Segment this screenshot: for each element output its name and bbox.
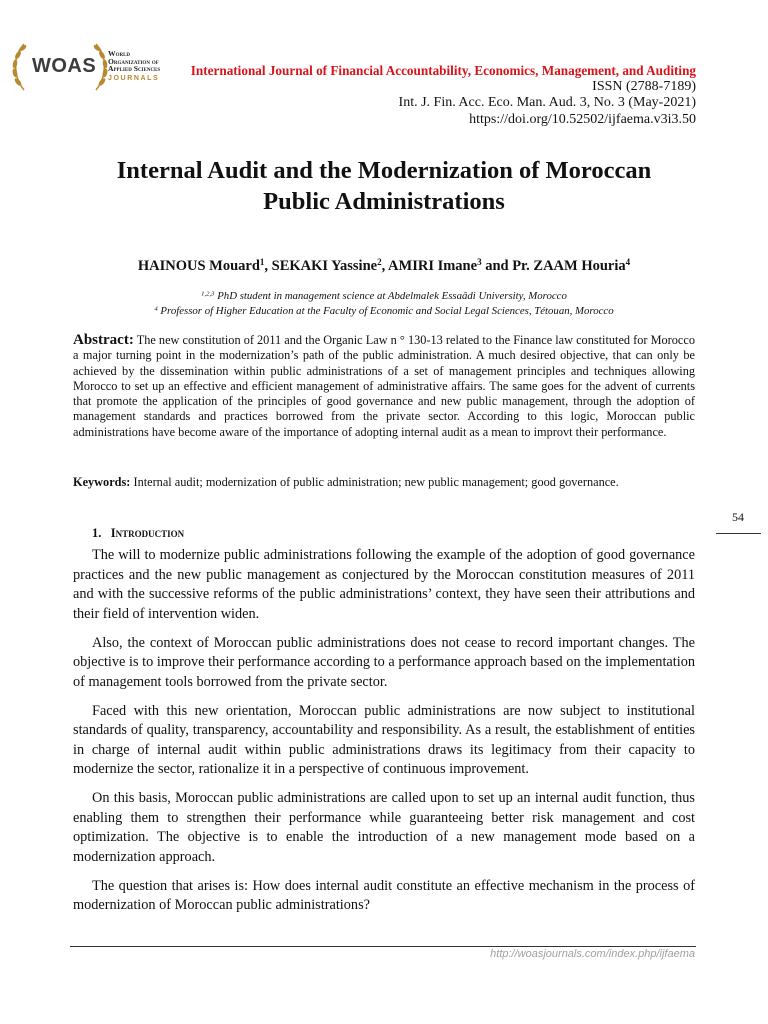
paper-title: Internal Audit and the Modernization of Moroccan Public Administrations — [116, 157, 652, 215]
paragraph: Faced with this new orientation, Moroccan public administrations are now subject to institutional standards of quality, transparency, accountability and responsibility. As a result, the establishment of entities in charge of internal audit within public administrations draws its legitimacy from their capacity to modernize the sector, rationalize it in a perspective of continuous improvement. — [73, 702, 695, 778]
logo-subtitle: World Organization of Applied Sciences — [108, 49, 161, 74]
author-list: HAINOUS Mouard$^1$, SEKAKI Yassine$^2$, AMIRI Imane$^3$ and Pr. ZAAM Houria$^4$ — [137, 257, 631, 274]
author-name: Pr. ZAAM Houria — [512, 258, 626, 274]
author-name: SEKAKI Yassine — [271, 258, 378, 274]
logo-journals-label: JOURNALS — [108, 75, 160, 82]
citation: Int. J. Fin. Acc. Eco. Man. Aud. 3, No. 3 (May-2021) — [398, 95, 696, 110]
section-heading: 1. Introduction — [92, 526, 185, 540]
affiliation: $^4$ Professor of Higher Education at the Faculty of Economic and Social Legal Sciences, Tétouan, Morocco — [154, 305, 614, 317]
footer-url[interactable]: http://woasjournals.com/index.php/ijfaema — [490, 948, 695, 960]
page-number: 54 — [732, 510, 744, 524]
author-name: HAINOUS Mouard — [137, 258, 260, 274]
abstract — [73, 333, 695, 440]
footer-divider — [70, 946, 696, 947]
keywords — [73, 475, 695, 490]
journal-logo — [10, 38, 200, 98]
page-number-divider — [716, 533, 761, 534]
abstract-label: Abstract: — [73, 332, 134, 348]
author-name: AMIRI Imane — [388, 258, 478, 274]
abstract-text: The new constitution of 2011 and the Organic Law n ° 130-13 related to the Finance law constituted for Morocco a major turning point in the modernization’s path of the public administration. A much desired objective, that can only be achieved by the dissemination within public administrations of a set of management principles and techniques allowing Morocco to set up an effective and efficient management of administrative affairs. The same goes for the advent of currents that promote the application of the principles of good governance and new public management, through the adoption of management standards and practices borrowed from the private sector. According to this logic, Moroccan public administrations have become aware of the importance of adopting internal audit as a mean to improvt their performance. — [73, 333, 695, 439]
doi-link[interactable]: https://doi.org/10.52502/ijfaema.v3i3.50 — [469, 112, 696, 127]
logo-wordmark: WOAS — [32, 55, 97, 77]
paragraph: The question that arises is: How does internal audit constitute an effective mechanism in the process of modernization of Moroccan public administrations? — [73, 877, 695, 914]
body-text — [73, 546, 695, 925]
paragraph: Also, the context of Moroccan public administrations does not cease to record important changes. The objective is to improve their performance according to a performance approach based on the implementation of management tools borrowed from the private sector. — [73, 634, 695, 690]
keywords-text: Internal audit; modernization of public administration; new public management; good governance. — [133, 475, 619, 489]
paragraph: On this basis, Moroccan public administrations are called upon to set up an internal audit function, thus enabling them to strengthen their performance while guaranteeing better risk management and cost optimization. The objective is to enable the introduction of a new management mode based on a modernization approach. — [73, 790, 695, 865]
journal-name: International Journal of Financial Accountability, Economics, Management, and Auditing — [190, 63, 696, 78]
paragraph: The will to modernize public administrations following the example of the adoption of good governance practices and the new public management as conjectured by the Moroccan constitution measures of 2011 and with the successive reforms of the public administrations’ context, they have seen their attributions and their field of intervention widen. — [73, 547, 695, 622]
affiliation: $^{1,2,3}$ PhD student in management science at Abdelmalek Essaâdi University, Morocco — [201, 290, 567, 302]
keywords-label: Keywords: — [73, 475, 131, 489]
issn: ISSN (2788-7189) — [592, 79, 696, 94]
